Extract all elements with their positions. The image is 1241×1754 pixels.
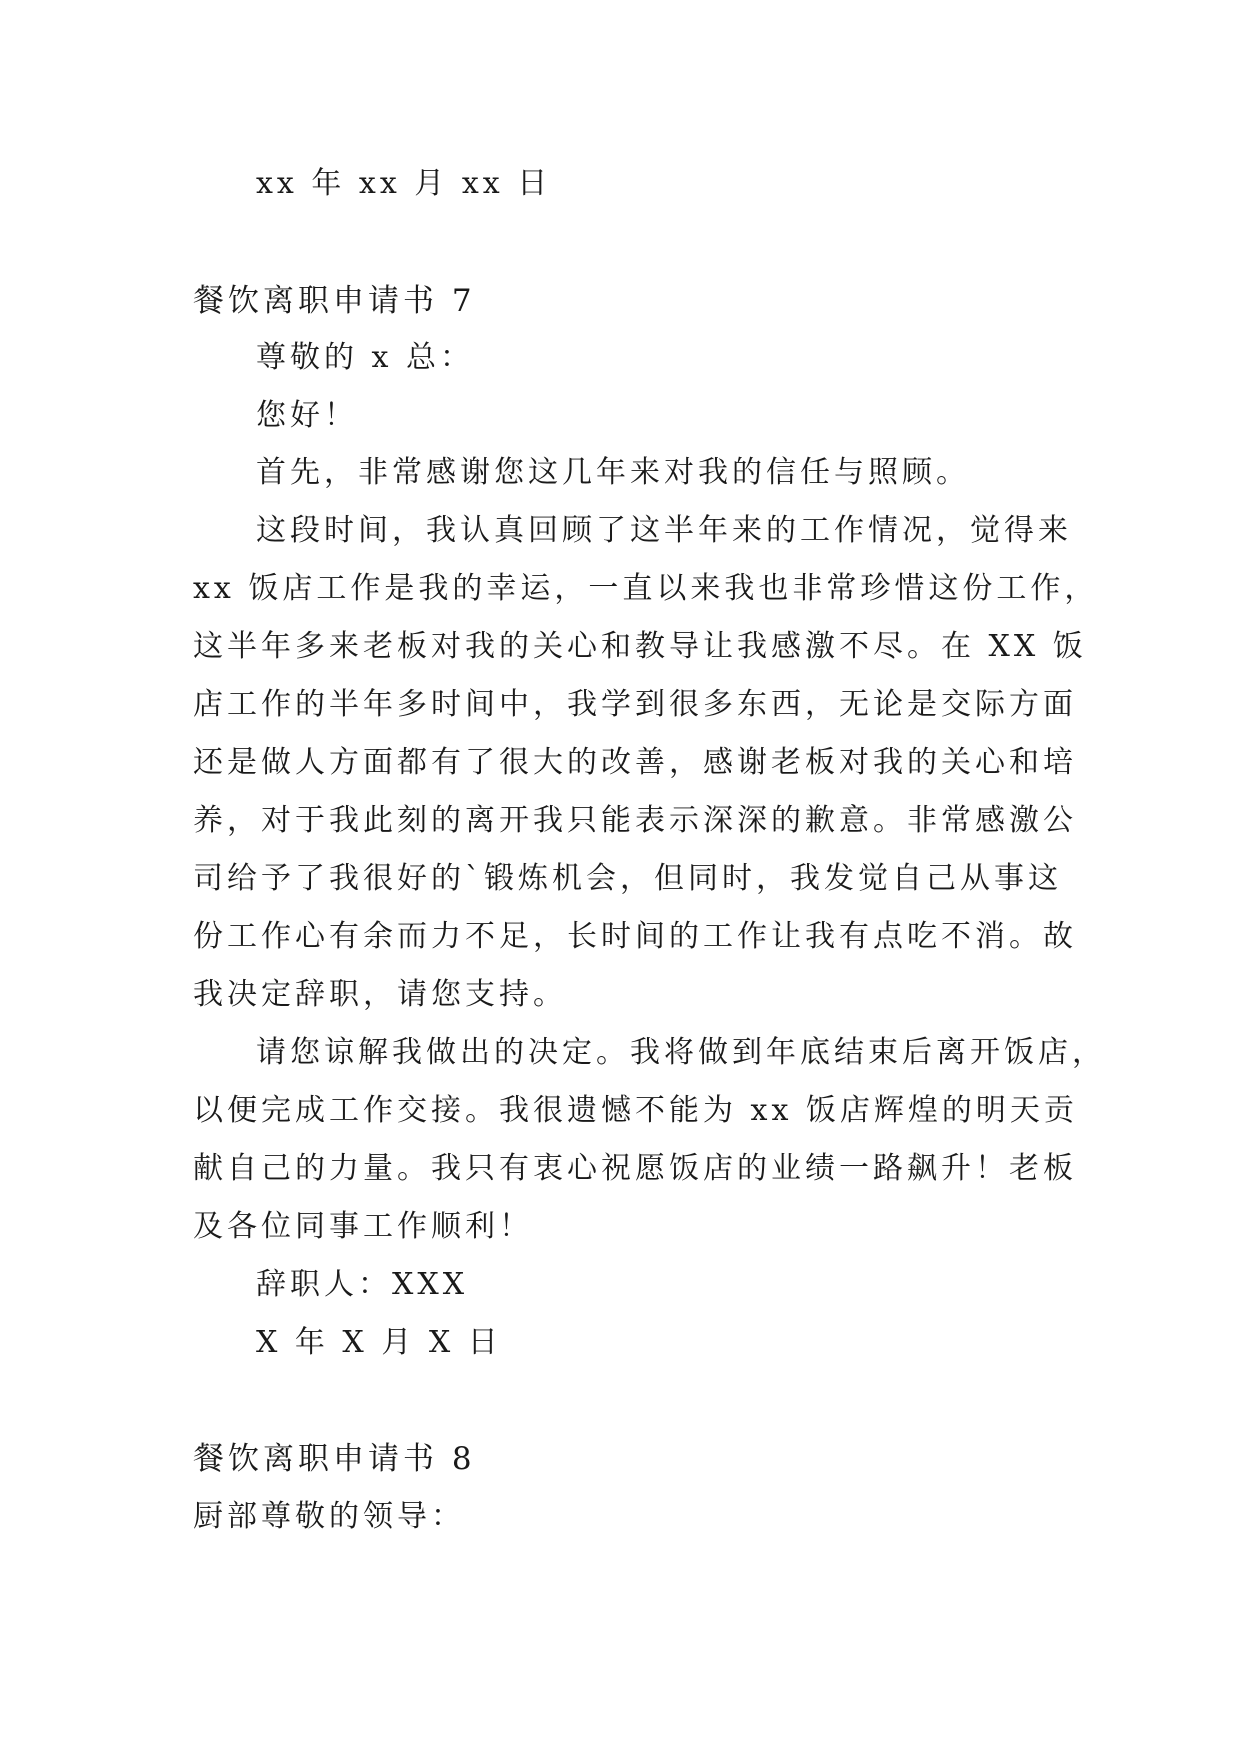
paragraph2-line: 还是做人方面都有了很大的改善，感谢老板对我的关心和培 [193,745,1077,780]
paragraph2-line: 司给予了我很好的`锻炼机会，但同时，我发觉自己从事这 [193,861,1062,896]
section2-date: X 年 X 月 X 日 [256,1325,502,1360]
paragraph2-line: 这段时间，我认真回顾了这半年来的工作情况，觉得来 [256,513,1072,548]
section2-signature: 辞职人：XXX [256,1267,469,1302]
paragraph2-line: 养，对于我此刻的离开我只能表示深深的歉意。非常感激公 [193,803,1077,838]
paragraph2-line: xx 饭店工作是我的幸运，一直以来我也非常珍惜这份工作， [193,571,1099,606]
paragraph3-line: 请您谅解我做出的决定。我将做到年底结束后离开饭店， [256,1035,1106,1070]
paragraph3-line: 及各位同事工作顺利！ [193,1209,533,1244]
paragraph2-line: 这半年多来老板对我的关心和教导让我感激不尽。在 XX 饭 [193,629,1087,664]
paragraph2-line: 店工作的半年多时间中，我学到很多东西，无论是交际方面 [193,687,1077,722]
paragraph3-line: 献自己的力量。我只有衷心祝愿饭店的业绩一路飙升！老板 [193,1151,1077,1186]
section2-paragraph1: 首先，非常感谢您这几年来对我的信任与照顾。 [256,455,970,490]
section3-title: 餐饮离职申请书 8 [193,1441,476,1477]
section3-salutation: 厨部尊敬的领导： [193,1499,465,1534]
paragraph2-line: 份工作心有余而力不足，长时间的工作让我有点吃不消。故 [193,919,1077,954]
paragraph3-line: 以便完成工作交接。我很遗憾不能为 xx 饭店辉煌的明天贡 [193,1093,1078,1128]
section2-salutation: 尊敬的 x 总： [256,340,474,375]
section2-greeting: 您好！ [256,398,358,433]
section2-title: 餐饮离职申请书 7 [193,283,476,319]
section1-date: xx 年 xx 月 xx 日 [256,166,552,201]
paragraph2-line: 我决定辞职，请您支持。 [193,977,567,1012]
